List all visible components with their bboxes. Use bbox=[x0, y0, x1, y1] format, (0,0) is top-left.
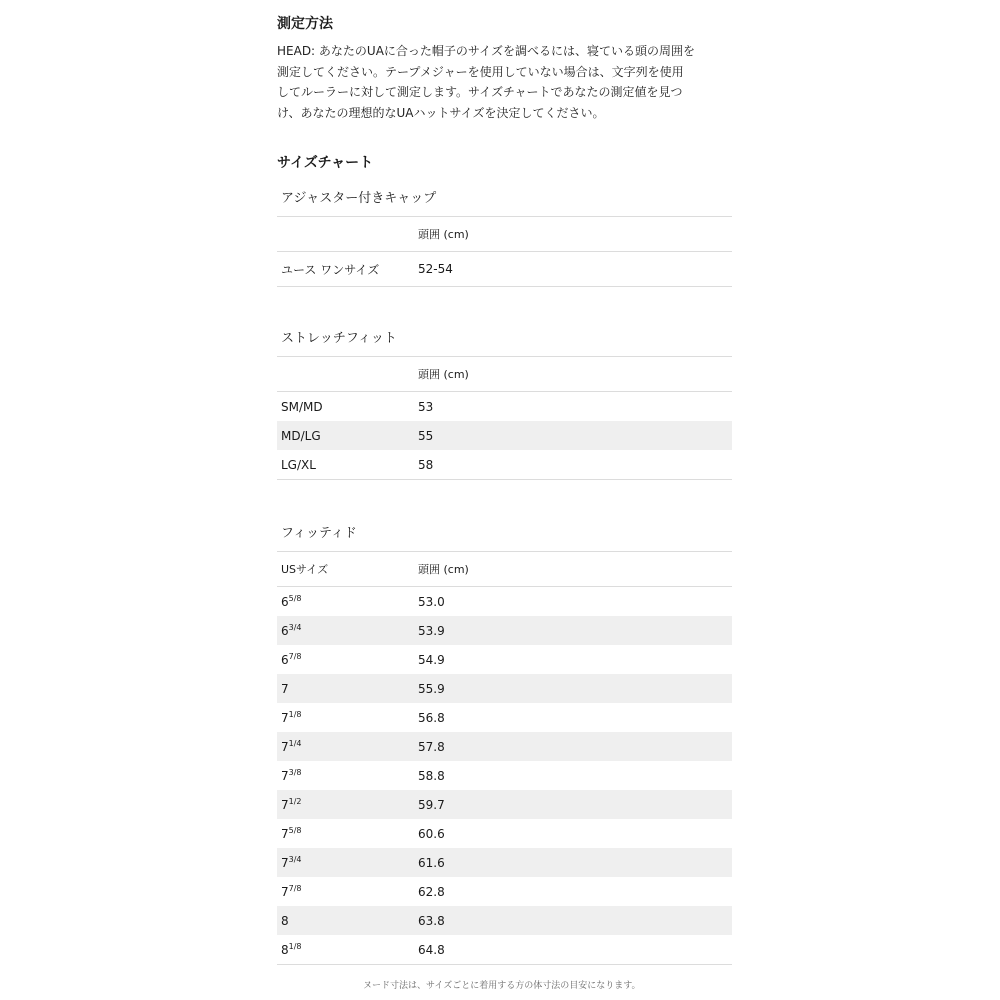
stretch-fit-table bbox=[277, 321, 732, 480]
size-fraction: 1/8 bbox=[288, 709, 302, 719]
table-row bbox=[277, 761, 732, 790]
head-cell: 56.8 bbox=[418, 710, 445, 725]
size-whole: 6 bbox=[281, 623, 289, 638]
measure-instructions bbox=[277, 41, 707, 123]
head-cell: 60.6 bbox=[418, 826, 445, 841]
head-column-header: 頭囲 (cm) bbox=[418, 357, 732, 392]
size-cell bbox=[277, 587, 418, 617]
head-cell: 63.8 bbox=[418, 906, 732, 935]
size-fraction: 3/4 bbox=[288, 854, 302, 864]
size-cell bbox=[277, 703, 418, 732]
measure-line: 測定してください。テープメジャーを使用していない場合は、文字列を使用 bbox=[277, 64, 684, 79]
size-whole: 7 bbox=[281, 681, 289, 696]
size-whole: 8 bbox=[281, 942, 289, 957]
table-row bbox=[277, 616, 732, 645]
head-cell: 53.0 bbox=[418, 594, 445, 609]
table-row bbox=[277, 674, 732, 703]
head-column-header: 頭囲 (cm) bbox=[418, 217, 732, 252]
size-whole: 7 bbox=[281, 884, 289, 899]
table-row bbox=[277, 848, 732, 877]
size-cell: LG/XL bbox=[277, 450, 418, 480]
size-whole: 7 bbox=[281, 855, 289, 870]
head-cell: 53 bbox=[418, 399, 434, 414]
size-fraction: 1/8 bbox=[288, 941, 302, 951]
size-cell bbox=[277, 906, 418, 935]
size-cell bbox=[277, 877, 418, 906]
size-cell: MD/LG bbox=[277, 421, 418, 450]
size-fraction: 3/8 bbox=[288, 767, 302, 777]
head-cell: 58.8 bbox=[418, 768, 445, 783]
size-column-header bbox=[277, 217, 418, 252]
table-row bbox=[277, 450, 732, 480]
head-cell: 55.9 bbox=[418, 674, 732, 703]
table-row bbox=[277, 935, 732, 965]
table-row bbox=[277, 645, 732, 674]
size-fraction: 1/2 bbox=[288, 796, 302, 806]
head-cell: 59.7 bbox=[418, 790, 732, 819]
size-cell bbox=[277, 674, 418, 703]
measure-line: してルーラーに対して測定します。サイズチャートであなたの測定値を見つ bbox=[277, 85, 683, 99]
size-whole: 7 bbox=[281, 768, 289, 783]
size-cell bbox=[277, 935, 418, 965]
measure-line: け、あなたの理想的なUAハットサイズを決定してください。 bbox=[277, 105, 605, 120]
head-cell: 53.9 bbox=[418, 616, 732, 645]
measure-line: HEAD: あなたのUAに合った帽子のサイズを調べるには、寝ている頭の周囲を bbox=[277, 44, 695, 58]
size-cell bbox=[277, 645, 418, 674]
head-cell: 55 bbox=[418, 421, 732, 450]
size-whole: 7 bbox=[281, 739, 289, 754]
adjuster-cap-title: アジャスター付きキャップ bbox=[277, 181, 732, 217]
size-cell: SM/MD bbox=[281, 399, 323, 414]
table-row bbox=[277, 587, 732, 617]
size-whole: 7 bbox=[281, 797, 289, 812]
table-header-row bbox=[277, 217, 732, 252]
head-cell: 61.6 bbox=[418, 848, 732, 877]
size-whole: 6 bbox=[281, 652, 289, 667]
table-header-row bbox=[277, 552, 732, 587]
size-fraction: 7/8 bbox=[288, 883, 302, 893]
stretch-fit-title: ストレッチフィット bbox=[277, 321, 732, 357]
size-fraction: 5/8 bbox=[288, 593, 302, 603]
size-chart-title: サイズチャート bbox=[277, 155, 374, 171]
size-fraction: 1/4 bbox=[288, 738, 302, 748]
size-fraction: 7/8 bbox=[288, 651, 302, 661]
adjuster-cap-table bbox=[277, 181, 732, 287]
size-cell bbox=[277, 848, 418, 877]
table-row bbox=[277, 877, 732, 906]
table-row bbox=[277, 790, 732, 819]
size-cell bbox=[277, 732, 418, 761]
table-row bbox=[277, 819, 732, 848]
table-row bbox=[277, 703, 732, 732]
size-fraction: 3/4 bbox=[288, 622, 302, 632]
size-cell bbox=[277, 616, 418, 645]
table-row bbox=[277, 252, 732, 287]
head-cell: 62.8 bbox=[418, 884, 445, 899]
size-whole: 6 bbox=[281, 594, 289, 609]
head-cell: 54.9 bbox=[418, 652, 445, 667]
fitted-title: フィッティド bbox=[277, 516, 732, 552]
size-cell bbox=[277, 819, 418, 848]
table-row bbox=[277, 421, 732, 450]
size-cell: ユース ワンサイズ bbox=[277, 252, 418, 287]
fitted-table bbox=[277, 516, 732, 965]
size-whole: 7 bbox=[281, 710, 289, 725]
measure-title: 測定方法 bbox=[277, 16, 333, 32]
head-cell: 57.8 bbox=[418, 732, 732, 761]
head-cell: 58 bbox=[418, 450, 732, 480]
head-cell: 52-54 bbox=[418, 252, 732, 287]
size-whole: 7 bbox=[281, 826, 289, 841]
head-column-header: 頭囲 (cm) bbox=[418, 552, 732, 587]
size-cell bbox=[277, 761, 418, 790]
us-size-column-header: USサイズ bbox=[277, 552, 418, 587]
table-row bbox=[277, 732, 732, 761]
size-fraction: 5/8 bbox=[288, 825, 302, 835]
table-header-row bbox=[277, 357, 732, 392]
head-cell: 64.8 bbox=[418, 935, 732, 965]
table-row bbox=[277, 906, 732, 935]
table-row bbox=[277, 392, 732, 422]
size-whole: 8 bbox=[281, 913, 289, 928]
size-column-header bbox=[277, 357, 418, 392]
footnote: ヌード寸法は、サイズごとに着用する方の体寸法の目安になります。 bbox=[363, 981, 641, 991]
size-cell bbox=[277, 790, 418, 819]
